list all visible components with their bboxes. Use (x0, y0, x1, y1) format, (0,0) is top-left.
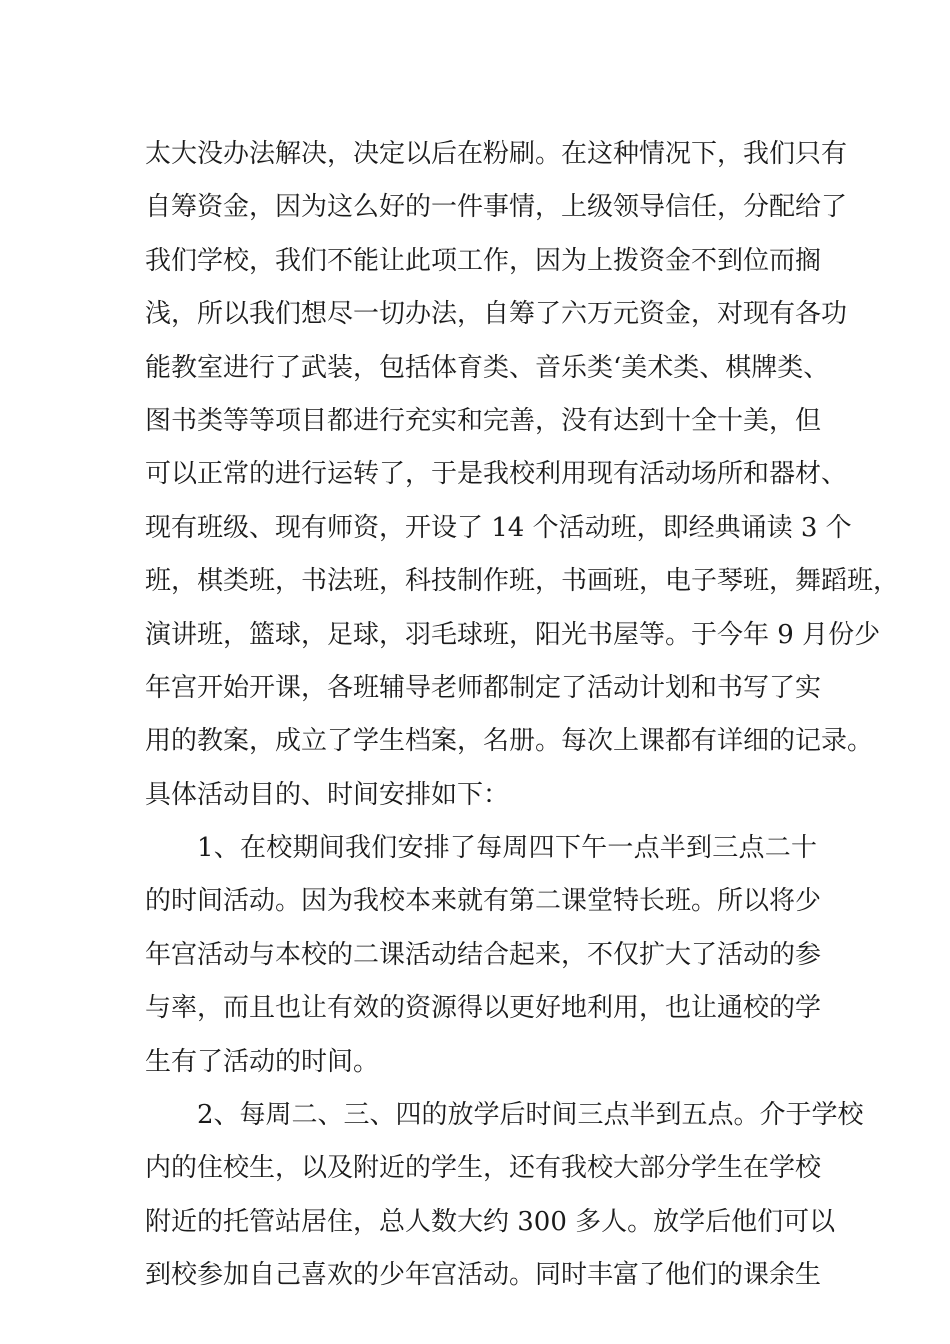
text-line: 能教室进行了武装，包括体育类、音乐类‘美术类、棋牌类、 (145, 352, 830, 383)
text-line: 图书类等等项目都进行充实和完善，没有达到十全十美，但 (145, 405, 822, 436)
text-line: 生有了活动的时间。 (145, 1046, 380, 1077)
text-line: 到校参加自己喜欢的少年宫活动。同时丰富了他们的课余生 (145, 1260, 822, 1291)
text-line: 演讲班，篮球，足球，羽毛球班，阳光书屋等。于今年 9 月份少 (145, 619, 881, 650)
text-line: 内的住校生，以及附近的学生，还有我校大部分学生在学校 (145, 1153, 822, 1184)
paragraph-1-first-line: 1、在校期间我们安排了每周四下午一点半到三点二十 (197, 833, 817, 864)
text-line: 我们学校，我们不能让此项工作，因为上拨资金不到位而搁 (145, 245, 822, 276)
text-line: 太大没办法解决，决定以后在粉刷。在这种情况下，我们只有 (145, 139, 848, 169)
text-line: 自筹资金，因为这么好的一件事情，上级领导信任，分配给了 (145, 192, 848, 223)
text-line: 用的教案，成立了学生档案，名册。每次上课都有详细的记录。 (145, 726, 874, 757)
text-line: 浅，所以我们想尽一切办法，自筹了六万元资金，对现有各功 (145, 299, 848, 330)
text-line: 班，棋类班，书法班，科技制作班，书画班，电子琴班，舞蹈班， (145, 566, 900, 597)
document-body (145, 128, 900, 1303)
paragraph-2-first-line: 2、每周二、三、四的放学后时间三点半到五点。介于学校 (197, 1100, 864, 1131)
text-line: 具体活动目的、时间安排如下： (145, 779, 510, 810)
text-line: 年宫开始开课，各班辅导老师都制定了活动计划和书写了实 (145, 672, 822, 703)
text-line: 可以正常的进行运转了，于是我校利用现有活动场所和器材、 (145, 459, 848, 490)
text-line: 与率，而且也让有效的资源得以更好地利用，也让通校的学 (145, 993, 822, 1024)
text-line: 年宫活动与本校的二课活动结合起来，不仅扩大了活动的参 (145, 939, 822, 970)
text-line: 附近的托管站居住，总人数大约 300 多人。放学后他们可以 (145, 1206, 836, 1237)
text-line: 的时间活动。因为我校本来就有第二课堂特长班。所以将少 (145, 886, 822, 917)
text-line: 现有班级、现有师资，开设了 14 个活动班，即经典诵读 3 个 (145, 512, 852, 543)
